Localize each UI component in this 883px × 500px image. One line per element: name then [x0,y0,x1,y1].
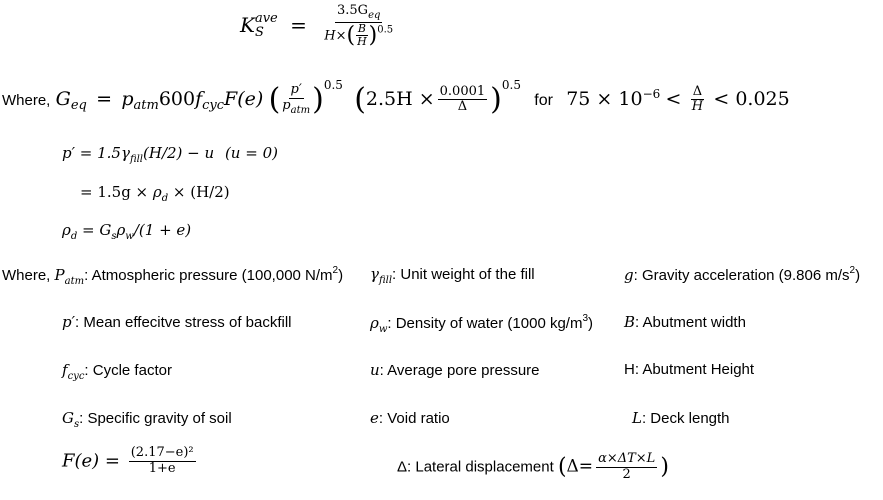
equation-p-prime-expanded: = $1.5g \times \rho_d \times (H/2)$ [80,183,230,204]
ks-numerator: 3.5G [337,3,369,18]
def-gravity: g: Gravity acceleration (9.806 $m/s^2$) [624,265,861,284]
ks-sub: S [254,25,264,41]
ks-sup: ave [254,11,278,27]
equation-geq: Where, $G_{eq} = p_{atm}600f_{cyc}F(e)$ ( $\frac{p'}{p_{atm}}$ )$^{0.5}$ (2.5H × $\frac{0.0001}{\Delta}$ )$^{0.5}$ for $75 \times 10^{-6}$ < $\frac{\Delta}{H}$ < 0.025 [2,78,790,117]
pressure-ratio-fraction: $\frac{p'}{p_{atm}}$ [282,82,311,117]
equation-p-prime: $p' = 1.5\gamma_{fill}(H/2) - u$ (u = 0) [62,144,278,165]
equation-fe: F(e) = $\frac{\text{(2.17−e)²}}{1+e}$ [62,445,194,476]
ks-denominator-exponent: 0.5 [377,24,394,36]
ks-denominator: H× [324,28,347,44]
def-abutment-width: B: Abutment width [624,313,746,331]
def-rho-w: $\rho_w$: Density of water (1000 $kg/m^3$) [370,313,594,335]
def-specific-gravity: $G_s$: Specific gravity of soil [62,409,232,430]
def-patm: Where, $P_{atm}$: Atmospheric pressure (100,000 $N/m^2$) [2,265,344,287]
ks-symbol: K [240,12,255,37]
ks-fraction: $3.5G_{eq}$ H×( $\frac{B}{H}$ )$^{0.5}$ [324,3,394,49]
def-void-ratio: e: Void ratio [370,409,450,427]
def-abutment-height: H: Abutment Height [624,361,755,378]
equation-rho-d: $\rho_d = G_s\rho_w/(1 + e)$ [62,221,192,242]
range-fraction: $\frac{\Delta}{H}$ [691,83,704,115]
def-gamma-fill: $\gamma_{fill}$: Unit weight of the fill [370,265,535,286]
equation-ks-ave [240,4,398,49]
fe-fraction: $\frac{\text{(2.17−e)²}}{1+e}$ [130,445,194,476]
delta-fraction: $\frac{\alpha\times\Delta T\times L}{2}$ [598,451,656,482]
geq-symbol: G [55,88,71,110]
equals-sign: = [290,12,307,37]
def-lateral-displacement: Δ: Lateral displacement (Δ= $\frac{\alpha\times\Delta T\times L}{2}$ ) [397,451,669,482]
def-pore-pressure: u: Average pore pressure [370,361,540,379]
def-cycle-factor: $f_{cyc}$: Cycle factor [62,361,172,382]
where-label-1: Where, [2,92,51,109]
def-p-prime: p′: Mean effecitve stress of backfill [62,313,292,331]
displacement-ratio-fraction: $\frac{0.0001}{\Delta}$ [439,83,486,115]
def-deck-length: L: Deck length [632,409,730,427]
for-label: for [534,92,553,109]
